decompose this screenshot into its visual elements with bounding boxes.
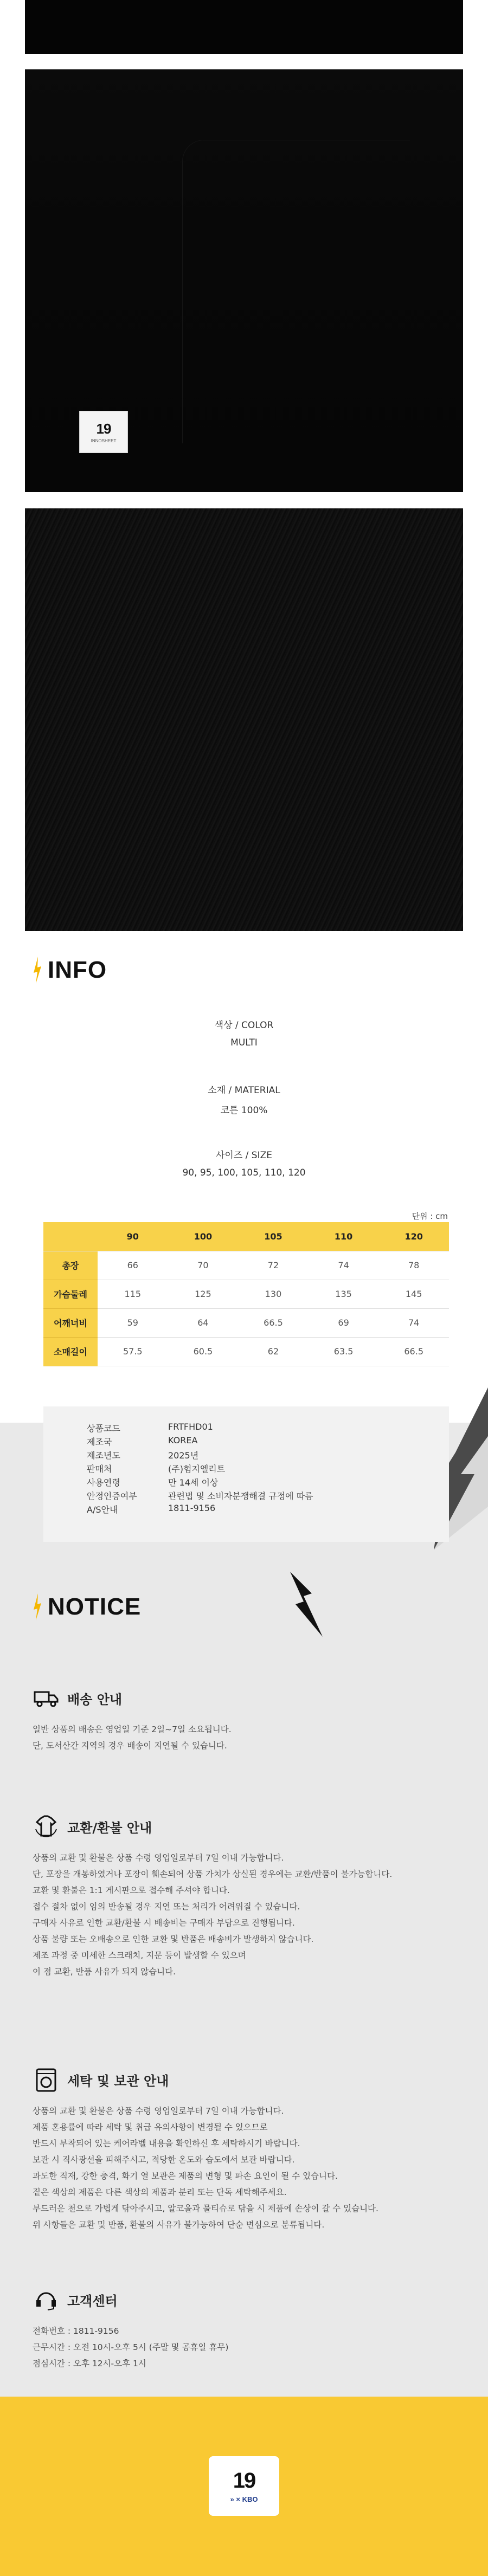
- product-photo-fabric: [25, 508, 463, 931]
- header-cell: [43, 1222, 98, 1251]
- spec-value: (주)험지엘리트: [168, 1464, 226, 1474]
- notice-line: 단, 포장을 개봉하였거나 포장이 훼손되어 상품 가치가 상실된 경우에는 교환/반품이 불가능합니다.: [33, 1869, 393, 1879]
- notice-line: 반드시 부착되어 있는 케어라벨 내용을 확인하신 후 세탁하시기 바랍니다.: [33, 2139, 300, 2148]
- table-cell: 125: [168, 1280, 239, 1308]
- row-label: 소매길이: [43, 1337, 98, 1366]
- notice-title: NOTICE: [48, 1593, 142, 1620]
- color-label: 색상 / COLOR: [214, 1020, 274, 1031]
- header-cell: 90: [98, 1222, 168, 1251]
- notice-line: 단, 도서산간 지역의 경우 배송이 지연될 수 있습니다.: [33, 1741, 227, 1751]
- product-photo-top: [25, 0, 463, 54]
- brand-logo: [209, 2456, 279, 2516]
- notice-line: 짙은 색상의 제품은 다른 색상의 제품과 분리 또는 단독 세탁해주세요.: [33, 2187, 287, 2197]
- product-photo-pocket: [25, 69, 463, 492]
- table-cell: 63.5: [309, 1337, 379, 1366]
- table-cell: 145: [378, 1280, 449, 1308]
- notice-heading: [33, 1593, 141, 1621]
- notice-line: 구매자 사유로 인한 교환/환불 시 배송비는 구매자 부담으로 진행됩니다.: [33, 1918, 295, 1928]
- row-label: 가슴둘레: [43, 1280, 98, 1308]
- truck-icon: [33, 1684, 60, 1712]
- exchange-section: [33, 1813, 461, 1980]
- notice-line: 이 점 교환, 반품 사유가 되지 않습니다.: [33, 1967, 176, 1977]
- table-cell: 66.5: [378, 1337, 449, 1366]
- header-cell: 105: [238, 1222, 309, 1251]
- table-cell: 74: [309, 1251, 379, 1280]
- washing-machine-icon: [33, 2066, 60, 2093]
- shirt-exchange-icon: [33, 1813, 60, 1840]
- unit-label: 단위 : cm: [412, 1211, 448, 1221]
- spec-key: 판매처: [87, 1464, 112, 1474]
- notice-line: 제조 과정 중 미세한 스크래치, 지문 등이 발생할 수 있으며: [33, 1951, 246, 1960]
- size-table: [43, 1222, 449, 1366]
- notice-line: 전화번호 : 1811-9156: [33, 2326, 119, 2336]
- cs-section: [33, 2286, 461, 2372]
- row-label: 어깨너비: [43, 1308, 98, 1337]
- spec-key: 제조년도: [87, 1450, 120, 1461]
- header-cell: 100: [168, 1222, 239, 1251]
- notice-line: 위 사항들은 교환 및 반품, 환불의 사유가 불가능하여 단순 변심으로 분류됩니다.: [33, 2220, 325, 2230]
- spec-value: 1811-9156: [168, 1503, 216, 1513]
- notice-line: 일반 상품의 배송은 영업일 기준 2일~7일 소요됩니다.: [33, 1725, 232, 1734]
- header-cell: 120: [378, 1222, 449, 1251]
- size-info: [0, 1147, 488, 1178]
- spec-key: 제조국: [87, 1437, 112, 1447]
- lightning-small-graphic: [285, 1572, 323, 1637]
- spec-row: [87, 1435, 449, 1449]
- spec-row: [87, 1489, 449, 1503]
- material-value: 코튼 100%: [220, 1105, 268, 1116]
- table-cell: 62: [238, 1337, 309, 1366]
- spec-key: 사용연령: [87, 1477, 120, 1488]
- table-cell: 60.5: [168, 1337, 239, 1366]
- pocket-outline: [182, 140, 410, 443]
- notice-line: 과도한 직재, 강한 충격, 화기 열 보관은 제품의 변형 및 파손 요인이 될 수 있습니다.: [33, 2171, 338, 2181]
- table-cell: 64: [168, 1308, 239, 1337]
- header-cell: 110: [309, 1222, 379, 1251]
- bolt-icon: [33, 957, 42, 984]
- table-row: [43, 1251, 449, 1280]
- spec-value: KOREA: [168, 1435, 198, 1445]
- notice-line: 근무시간 : 오전 10시-오후 5시 (주말 및 공휴일 휴무): [33, 2342, 229, 2352]
- cs-title: 고객센터: [67, 2293, 118, 2309]
- size-label: 사이즈 / SIZE: [216, 1150, 272, 1161]
- spec-key: 상품코드: [87, 1423, 120, 1434]
- table-cell: 59: [98, 1308, 168, 1337]
- kbo-partner-text: » × KBO: [230, 2495, 258, 2503]
- spec-row: [87, 1503, 449, 1516]
- care-title: 세탁 및 보관 안내: [67, 2073, 169, 2089]
- material-label: 소재 / MATERIAL: [208, 1085, 280, 1096]
- notice-line: 부드러운 천으로 가볍게 닦아주시고, 알코올과 물티슈로 닦을 시 제품에 손상이 갈 수 있습니다.: [33, 2204, 378, 2213]
- tag-logo: 19: [96, 421, 111, 437]
- info-heading: [33, 957, 107, 984]
- spec-value: FRTFHD01: [168, 1422, 213, 1432]
- care-section: [33, 2066, 461, 2233]
- material-info: [0, 1082, 488, 1116]
- notice-line: 상품 불량 또는 오배송으로 인한 교환 및 반품은 배송비가 발생하지 않습니다.: [33, 1934, 314, 1944]
- table-cell: 57.5: [98, 1337, 168, 1366]
- row-label: 총장: [43, 1251, 98, 1280]
- table-cell: 69: [309, 1308, 379, 1337]
- brand-tag: [79, 411, 128, 453]
- table-cell: 66: [98, 1251, 168, 1280]
- table-cell: 66.5: [238, 1308, 309, 1337]
- bolt-icon: [33, 1593, 42, 1621]
- spec-row: [87, 1476, 449, 1489]
- table-cell: 135: [309, 1280, 379, 1308]
- notice-line: 제품 혼용률에 따라 세탁 및 취급 유의사항이 변경될 수 있으므로: [33, 2122, 268, 2132]
- size-value: 90, 95, 100, 105, 110, 120: [182, 1167, 306, 1178]
- notice-line: 교환 및 환불은 1:1 게시판으로 접수해 주셔야 합니다.: [33, 1886, 230, 1895]
- notice-line: 보관 시 직사광선을 피해주시고, 적당한 온도와 습도에서 보관 바랍니다.: [33, 2155, 295, 2165]
- color-value: MULTI: [230, 1037, 258, 1048]
- shipping-section: [33, 1684, 461, 1754]
- table-cell: 74: [378, 1308, 449, 1337]
- spec-key: 안정인증여부: [87, 1491, 137, 1501]
- table-cell: 72: [238, 1251, 309, 1280]
- table-cell: 70: [168, 1251, 239, 1280]
- spec-box: [43, 1406, 449, 1542]
- notice-line: 접수 절차 없이 임의 반송될 경우 지연 또는 처리가 어려워질 수 있습니다.: [33, 1902, 300, 1912]
- notice-line: 점심시간 : 오후 12시-오후 1시: [33, 2359, 146, 2368]
- spec-row: [87, 1449, 449, 1462]
- spec-value: 만 14세 이상: [168, 1477, 219, 1488]
- spec-key: A/S안내: [87, 1505, 118, 1515]
- spec-value: 2025년: [168, 1450, 199, 1461]
- table-row: [43, 1337, 449, 1366]
- headset-icon: [33, 2286, 60, 2313]
- tag-subtext: INNOSHEET: [91, 438, 117, 443]
- spec-row: [87, 1422, 449, 1435]
- size-table-header: [43, 1222, 449, 1251]
- notice-line: 상품의 교환 및 환불은 상품 수령 영업일로부터 7일 이내 가능합니다.: [33, 2106, 284, 2116]
- spec-row: [87, 1462, 449, 1476]
- shipping-title: 배송 안내: [67, 1691, 123, 1707]
- info-title: INFO: [48, 957, 107, 983]
- exchange-title: 교환/환불 안내: [67, 1820, 152, 1836]
- notice-line: 상품의 교환 및 환불은 상품 수령 영업일로부터 7일 이내 가능합니다.: [33, 1853, 284, 1863]
- logo-text: 19: [233, 2469, 255, 2493]
- footer: [0, 2397, 488, 2576]
- table-row: [43, 1308, 449, 1337]
- color-info: [0, 1017, 488, 1048]
- table-cell: 78: [378, 1251, 449, 1280]
- table-row: [43, 1280, 449, 1308]
- spec-value: 관련법 및 소비자분쟁해결 규정에 따름: [168, 1491, 313, 1501]
- table-cell: 130: [238, 1280, 309, 1308]
- table-cell: 115: [98, 1280, 168, 1308]
